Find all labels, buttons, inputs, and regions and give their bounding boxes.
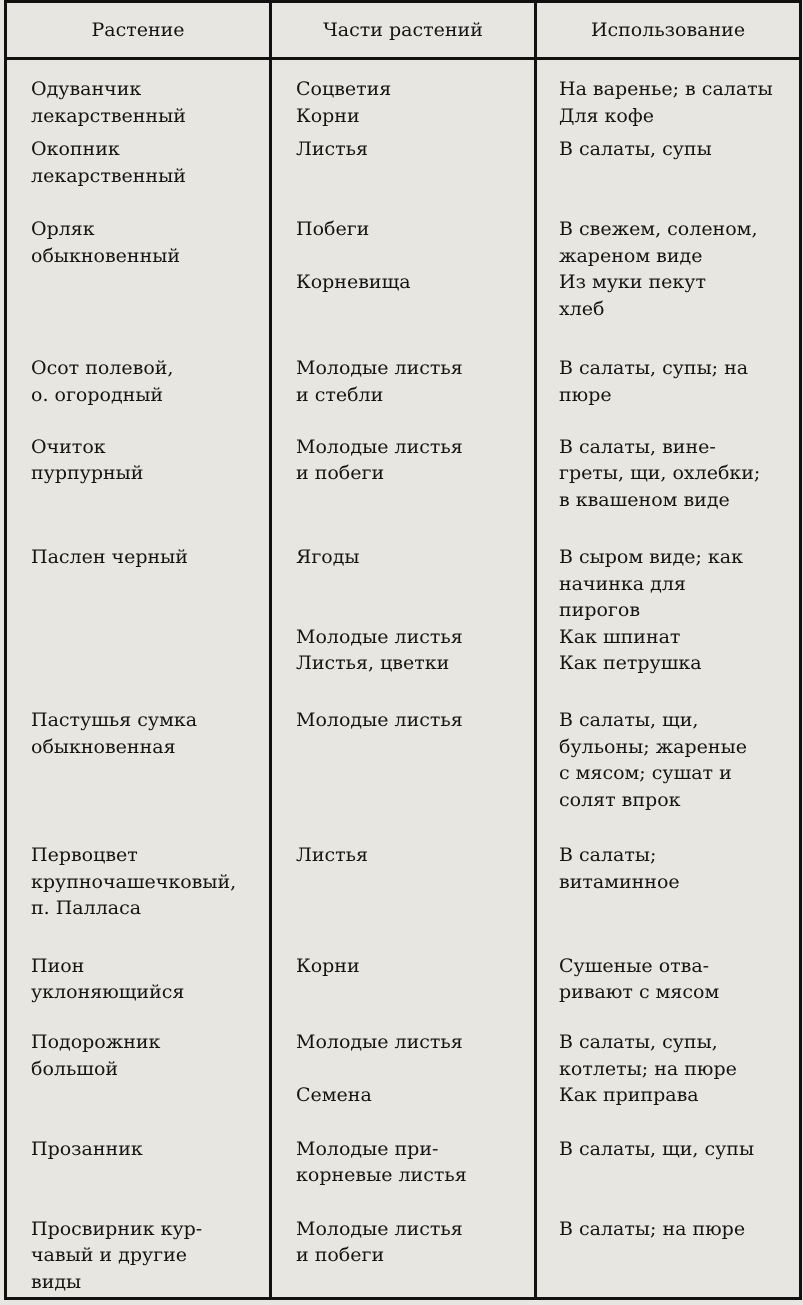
cell-line: лекарственный (31, 104, 186, 127)
cell-plant (6, 1216, 271, 1299)
cell-line: большой (31, 1057, 119, 1080)
cell-line: Молодые листья (296, 435, 463, 458)
cell-parts (271, 707, 536, 842)
cell-line: Побеги (296, 218, 370, 241)
cell-line: Молодые при- (296, 1137, 439, 1160)
cell-line: бульоны; жареные (559, 735, 747, 758)
cell-line: В салаты; (559, 844, 657, 867)
cell-line: котлеты; на пюре (559, 1057, 737, 1080)
table-row (6, 842, 801, 952)
cell-line: Орляк (31, 218, 95, 241)
table-row (6, 59, 801, 137)
cell-line: Первоцвет (31, 844, 138, 867)
cell-line: Окопник (31, 138, 120, 161)
cell-use (536, 707, 801, 842)
cell-line: и побеги (296, 1244, 385, 1267)
header-use: Использование (536, 2, 801, 59)
cell-line: и стебли (296, 383, 384, 406)
table-row (6, 544, 801, 707)
cell-line: Ягоды (296, 546, 360, 569)
cell-line: В салаты, супы, (559, 1031, 718, 1054)
cell-plant (6, 355, 271, 434)
cell-line: ривают с мясом (559, 981, 720, 1004)
cell-line: Листья, цветки (296, 652, 450, 675)
cell-line: Осот полевой, (31, 357, 174, 380)
cell-line (296, 1056, 524, 1083)
cell-line: Из муки пекут (559, 271, 706, 294)
cell-line: Корневища (296, 271, 411, 294)
table-row (6, 216, 801, 355)
cell-parts (271, 953, 536, 1030)
cell-use (536, 136, 801, 216)
cell-line: Очиток (31, 435, 106, 458)
cell-line: Корни (296, 104, 360, 127)
cell-line: В салаты, щи, супы (559, 1137, 755, 1160)
cell-parts (271, 136, 536, 216)
cell-line: пурпурный (31, 462, 144, 485)
cell-line: Пион (31, 954, 85, 977)
cell-line: Корни (296, 954, 360, 977)
cell-line: Пастушья сумка (31, 709, 198, 732)
cell-parts (271, 1216, 536, 1299)
cell-line: Молодые листья (296, 709, 463, 732)
cell-line: Для кофе (559, 104, 654, 127)
cell-line: греты, щи, охлебки; (559, 462, 761, 485)
table-row (6, 1216, 801, 1299)
cell-line: в квашеном виде (559, 488, 730, 511)
cell-line: На варенье; в салаты (559, 78, 773, 100)
cell-plant (6, 136, 271, 216)
cell-use (536, 216, 801, 355)
cell-line: солят впрок (559, 788, 681, 811)
cell-line: В салаты, вине- (559, 435, 716, 458)
cell-line: Одуванчик (31, 78, 142, 100)
cell-line: В салаты, щи, (559, 709, 699, 732)
table-body (6, 59, 801, 1299)
cell-use (536, 953, 801, 1030)
cell-line: Листья (296, 844, 369, 867)
cell-line (296, 597, 524, 624)
cell-line: Как петрушка (559, 652, 702, 675)
cell-use (536, 59, 801, 137)
cell-line: с мясом; сушат и (559, 762, 732, 785)
cell-plant (6, 707, 271, 842)
cell-line: Как приправа (559, 1084, 699, 1107)
cell-use (536, 1136, 801, 1216)
header-plant: Растение (6, 2, 271, 59)
cell-use (536, 1029, 801, 1135)
table-row (6, 707, 801, 842)
table-row (6, 1136, 801, 1216)
cell-plant (6, 953, 271, 1030)
cell-use (536, 355, 801, 434)
cell-line: Молодые листья (296, 1031, 463, 1054)
cell-plant (6, 59, 271, 137)
table-row (6, 434, 801, 544)
cell-plant (6, 216, 271, 355)
plants-table (4, 0, 802, 1300)
table-row (6, 355, 801, 434)
cell-line: Молодые листья (296, 357, 463, 380)
cell-line: Молодые листья (296, 625, 463, 648)
cell-use (536, 1216, 801, 1299)
cell-parts (271, 544, 536, 707)
cell-line: Сушеные отва- (559, 954, 710, 977)
cell-plant (6, 544, 271, 707)
cell-line: чавый и другие (31, 1244, 188, 1267)
cell-line: обыкновенный (31, 244, 181, 267)
cell-line: жареном виде (559, 244, 703, 267)
cell-line: лекарственный (31, 164, 186, 187)
cell-parts (271, 216, 536, 355)
cell-line: В салаты, супы; на (559, 357, 749, 380)
cell-parts (271, 842, 536, 952)
cell-line: Просвирник кур- (31, 1217, 203, 1240)
cell-parts (271, 59, 536, 137)
table-row (6, 136, 801, 216)
cell-use (536, 434, 801, 544)
table-row (6, 953, 801, 1030)
cell-line: п. Палласа (31, 897, 142, 920)
cell-line: Соцветия (296, 78, 392, 100)
cell-line: пирогов (559, 599, 641, 622)
cell-line: и побеги (296, 462, 385, 485)
cell-line: о. огородный (31, 383, 164, 406)
cell-line: В салаты, супы (559, 138, 712, 161)
cell-line: Подорожник (31, 1031, 161, 1054)
cell-line: Паслен черный (31, 546, 188, 569)
cell-plant (6, 842, 271, 952)
cell-parts (271, 355, 536, 434)
cell-plant (6, 434, 271, 544)
cell-line: пюре (559, 383, 612, 406)
cell-line: начинка для (559, 572, 686, 595)
cell-use (536, 544, 801, 707)
cell-line: В сыром виде; как (559, 546, 744, 569)
cell-line: обыкновенная (31, 735, 176, 758)
cell-line: крупночашечковый, (31, 870, 237, 893)
cell-line: Прозанник (31, 1137, 143, 1160)
cell-line: уклоняющийся (31, 981, 185, 1004)
cell-line: витаминное (559, 870, 680, 893)
cell-use (536, 842, 801, 952)
cell-line: виды (31, 1270, 82, 1293)
cell-parts (271, 434, 536, 544)
table-row (6, 1029, 801, 1135)
header-row (6, 2, 801, 59)
cell-line: В свежем, соленом, (559, 218, 758, 241)
cell-line (296, 243, 524, 270)
cell-plant (6, 1136, 271, 1216)
cell-line: Листья (296, 138, 369, 161)
cell-line: В салаты; на пюре (559, 1217, 746, 1240)
header-parts: Части растений (271, 2, 536, 59)
cell-line: Как шпинат (559, 625, 681, 648)
cell-line: Молодые листья (296, 1217, 463, 1240)
cell-line: хлеб (559, 297, 605, 320)
cell-line (296, 571, 524, 598)
cell-line: Семена (296, 1084, 372, 1107)
cell-parts (271, 1029, 536, 1135)
cell-plant (6, 1029, 271, 1135)
cell-parts (271, 1136, 536, 1216)
cell-line: корневые листья (296, 1164, 467, 1187)
